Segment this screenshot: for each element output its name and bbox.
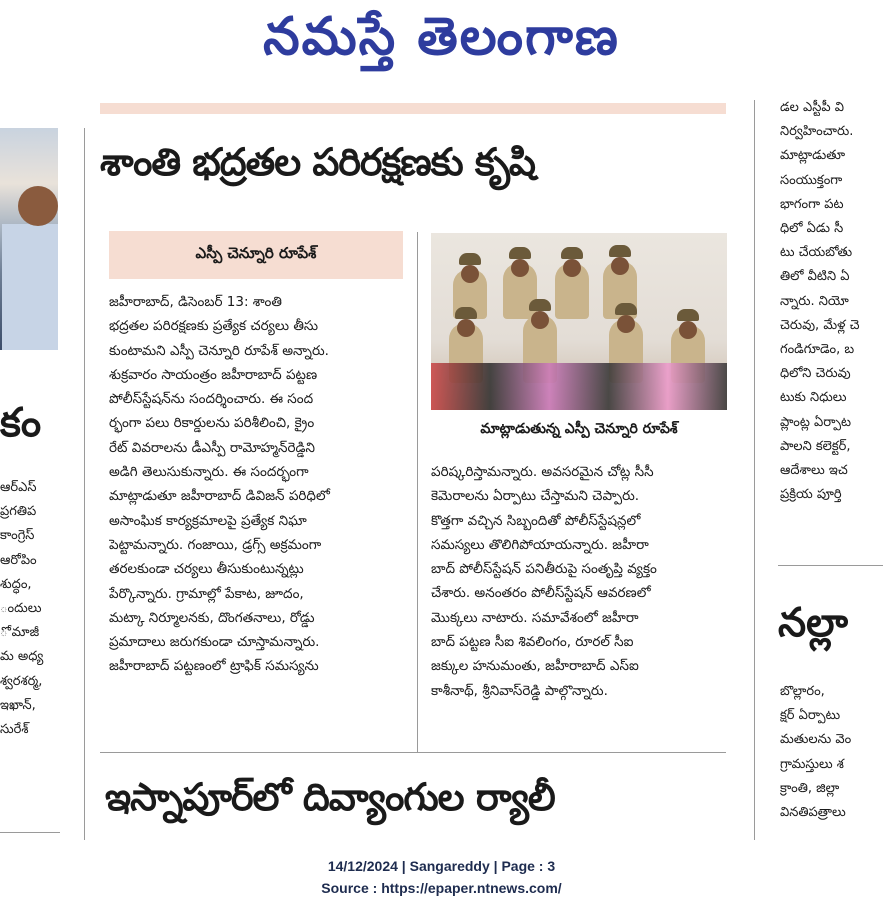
- text-line: శుక్రవారం సాయంత్రం జహీరాబాద్ పట్టణ: [109, 366, 318, 383]
- text-line: మతులను వెం: [780, 732, 852, 748]
- article-byline: ఎస్పీ చెన్నూరి రూపేశ్: [109, 231, 403, 279]
- text-line: గ్రామస్తులు శ: [780, 756, 844, 772]
- text-line: గండిగూడెం, బ: [780, 342, 855, 358]
- text-line: పాలని కలెక్టర్,: [780, 438, 851, 454]
- text-line: రేట్ వివరాలను డీఎస్పీ రామోహ్మన్‌రెడ్డిని: [109, 439, 315, 456]
- left-article-photo: [0, 128, 58, 350]
- text-line: అసాంఘిక కార్యక్రమాలపై ప్రత్యేక నిఘా: [109, 512, 307, 529]
- text-line: బాద్ పోలీస్‌స్టేషన్ పనితీరుపై సంతృప్తి వ్యక్తం: [431, 561, 657, 578]
- text-line: పెట్టామన్నారు. గంజాయి, డ్రగ్స్ అక్రమంగా: [109, 536, 322, 553]
- text-line: సురేశ్: [0, 722, 29, 738]
- text-line: తరలకుండా చర్యలు తీసుకుంటున్నట్లు: [109, 561, 304, 578]
- article-divider: [100, 752, 726, 753]
- text-line: ఆర్ఎస్: [0, 480, 37, 495]
- page-footer: [0, 855, 883, 899]
- right-article-headline: నల్లా: [778, 600, 848, 646]
- article-photo: [431, 233, 727, 410]
- photo-caption: మాట్లాడుతున్న ఎస్పీ చెన్నూరి రూపేశ్: [480, 420, 678, 437]
- text-line: మట్కా నిర్మూలనకు, దొంగతనాలు, రోడ్డు: [109, 609, 315, 626]
- text-line: భద్రతల పరిరక్షణకు ప్రత్యేక చర్యలు తీసు: [109, 318, 319, 335]
- text-line: ప్రగతిప: [0, 504, 37, 520]
- text-line: జహీరాబాద్, డిసెంబర్ 13: శాంతి: [109, 294, 282, 310]
- text-line: పేర్కొన్నారు. గ్రామాల్లో పేకాట, జూదం,: [109, 585, 304, 602]
- text-line: బొల్లారం,: [780, 684, 825, 699]
- text-line: శ్వరశర్మ,: [0, 673, 43, 689]
- article-column-1: [109, 290, 403, 679]
- footer-date-line: 14/12/2024 | Sangareddy | Page : 3: [327, 858, 556, 874]
- article-divider: [0, 832, 60, 833]
- text-line: ప్రమాదాలు జరుగకుండా చూస్తామన్నారు.: [109, 634, 320, 651]
- left-article-headline: కం: [0, 400, 42, 446]
- text-line: సంయుక్తంగా: [780, 172, 843, 188]
- text-line: వినతిపత్రాలు: [780, 805, 846, 821]
- text-line: చేశారు. అనంతరం పోలీస్‌స్టేషన్ ఆవరణలో: [431, 585, 651, 602]
- text-line: అడిగి తెలుసుకున్నారు. ఈ సందర్భంగా: [109, 464, 309, 481]
- text-line: కాంగ్రెస్: [0, 528, 35, 544]
- text-line: కాశీనాథ్, శ్రీనివాస్‌రెడ్డి పాల్గొన్నారు.: [431, 682, 608, 699]
- masthead: [0, 0, 883, 78]
- column-divider: [754, 100, 755, 840]
- text-line: కెమెరాలను ఏర్పాటు చేస్తామని చెప్పారు.: [431, 488, 640, 505]
- footer-source-line: Source : https://epaper.ntnews.com/: [321, 880, 562, 896]
- article-headline: శాంతి భద్రతల పరిరక్షణకు కృషి: [100, 140, 536, 184]
- newspaper-title: నమస్తే తెలంగాణ: [263, 7, 620, 67]
- text-line: పరిష్కరిస్తామన్నారు. అవసరమైన చోట్ల సీసీ: [431, 464, 654, 480]
- text-line: ఆదేశాలు ఇచ: [780, 463, 848, 479]
- text-line: మాట్లాడుతూ జహీరాబాద్ డివిజన్ పరిధిలో: [109, 488, 330, 505]
- text-line: ర్భంగా పలు రికార్డులను పరిశీలించి, క్రైం: [109, 415, 315, 432]
- text-line: టుకు నిధులు: [780, 390, 847, 406]
- text-line: ప్లాంట్ల ఏర్పాట: [780, 414, 852, 430]
- text-line: డల ఎస్టీపీ వి: [780, 100, 844, 115]
- text-line: ప్రక్రియ పూర్తి: [780, 487, 842, 503]
- text-line: జక్కుల హనుమంతు, జహీరాబాద్ ఎస్ఐ: [431, 658, 639, 675]
- text-line: మ అధ్య: [0, 649, 44, 665]
- column-divider: [84, 128, 85, 840]
- text-line: ధిలో ఏడు సీ: [780, 221, 844, 237]
- text-line: బాద్ పట్టణ సీఐ శివలింగం, రూరల్ సీఐ: [431, 634, 634, 651]
- text-line: పోలీస్‌స్టేషన్‌ను సందర్శించారు. ఈ సంద: [109, 391, 314, 408]
- text-line: ఇఖాన్,: [0, 697, 36, 713]
- text-line: న్నారు. నియో: [780, 293, 849, 309]
- text-line: ందులు: [0, 601, 42, 617]
- text-line: టు చేయబోతు: [780, 245, 853, 261]
- text-line: తిలో వీటిని ఏ: [780, 269, 850, 285]
- article-divider: [778, 565, 883, 566]
- text-line: క్రాంతి, జిల్లా: [780, 780, 840, 796]
- text-line: నిర్వహించారు.: [780, 124, 854, 140]
- text-line: ఆరోపిం: [0, 552, 37, 568]
- text-line: శుద్ధం,: [0, 576, 32, 592]
- text-line: మొక్కలు నాటారు. సమావేశంలో జహీరా: [431, 609, 639, 626]
- text-line: చెరువు, మేళ్ల చె: [780, 317, 860, 333]
- text-line: ో మాజీ: [0, 625, 40, 641]
- right-article-text: [780, 96, 883, 507]
- section-rule: [100, 103, 726, 114]
- text-line: జహీరాబాద్ పట్టణంలో ట్రాఫిక్ సమస్యను: [109, 658, 319, 675]
- column-divider: [417, 232, 418, 752]
- text-line: మాట్లాడుతూ: [780, 148, 846, 164]
- article-column-2: [431, 460, 727, 703]
- text-line: కొత్తగా వచ్చిన సిబ్బందితో పోలీస్‌స్టేషన్లలో: [431, 512, 641, 529]
- text-line: ధిలోని చెరువు: [780, 366, 851, 382]
- left-article-text: [0, 476, 60, 742]
- text-line: క్షర్ ఏర్పాటు: [780, 708, 841, 724]
- text-line: సమస్యలు తొలిగిపోయాయన్నారు. జహీరా: [431, 536, 649, 553]
- text-line: భాగంగా పట: [780, 196, 844, 212]
- second-article-headline: ఇస్నాపూర్‌లో దివ్యాంగుల ర్యాలీ: [105, 775, 555, 819]
- text-line: కుంటామని ఎస్పీ చెన్నూరి రూపేశ్ అన్నారు.: [109, 342, 329, 359]
- right-article-text-2: [780, 680, 883, 825]
